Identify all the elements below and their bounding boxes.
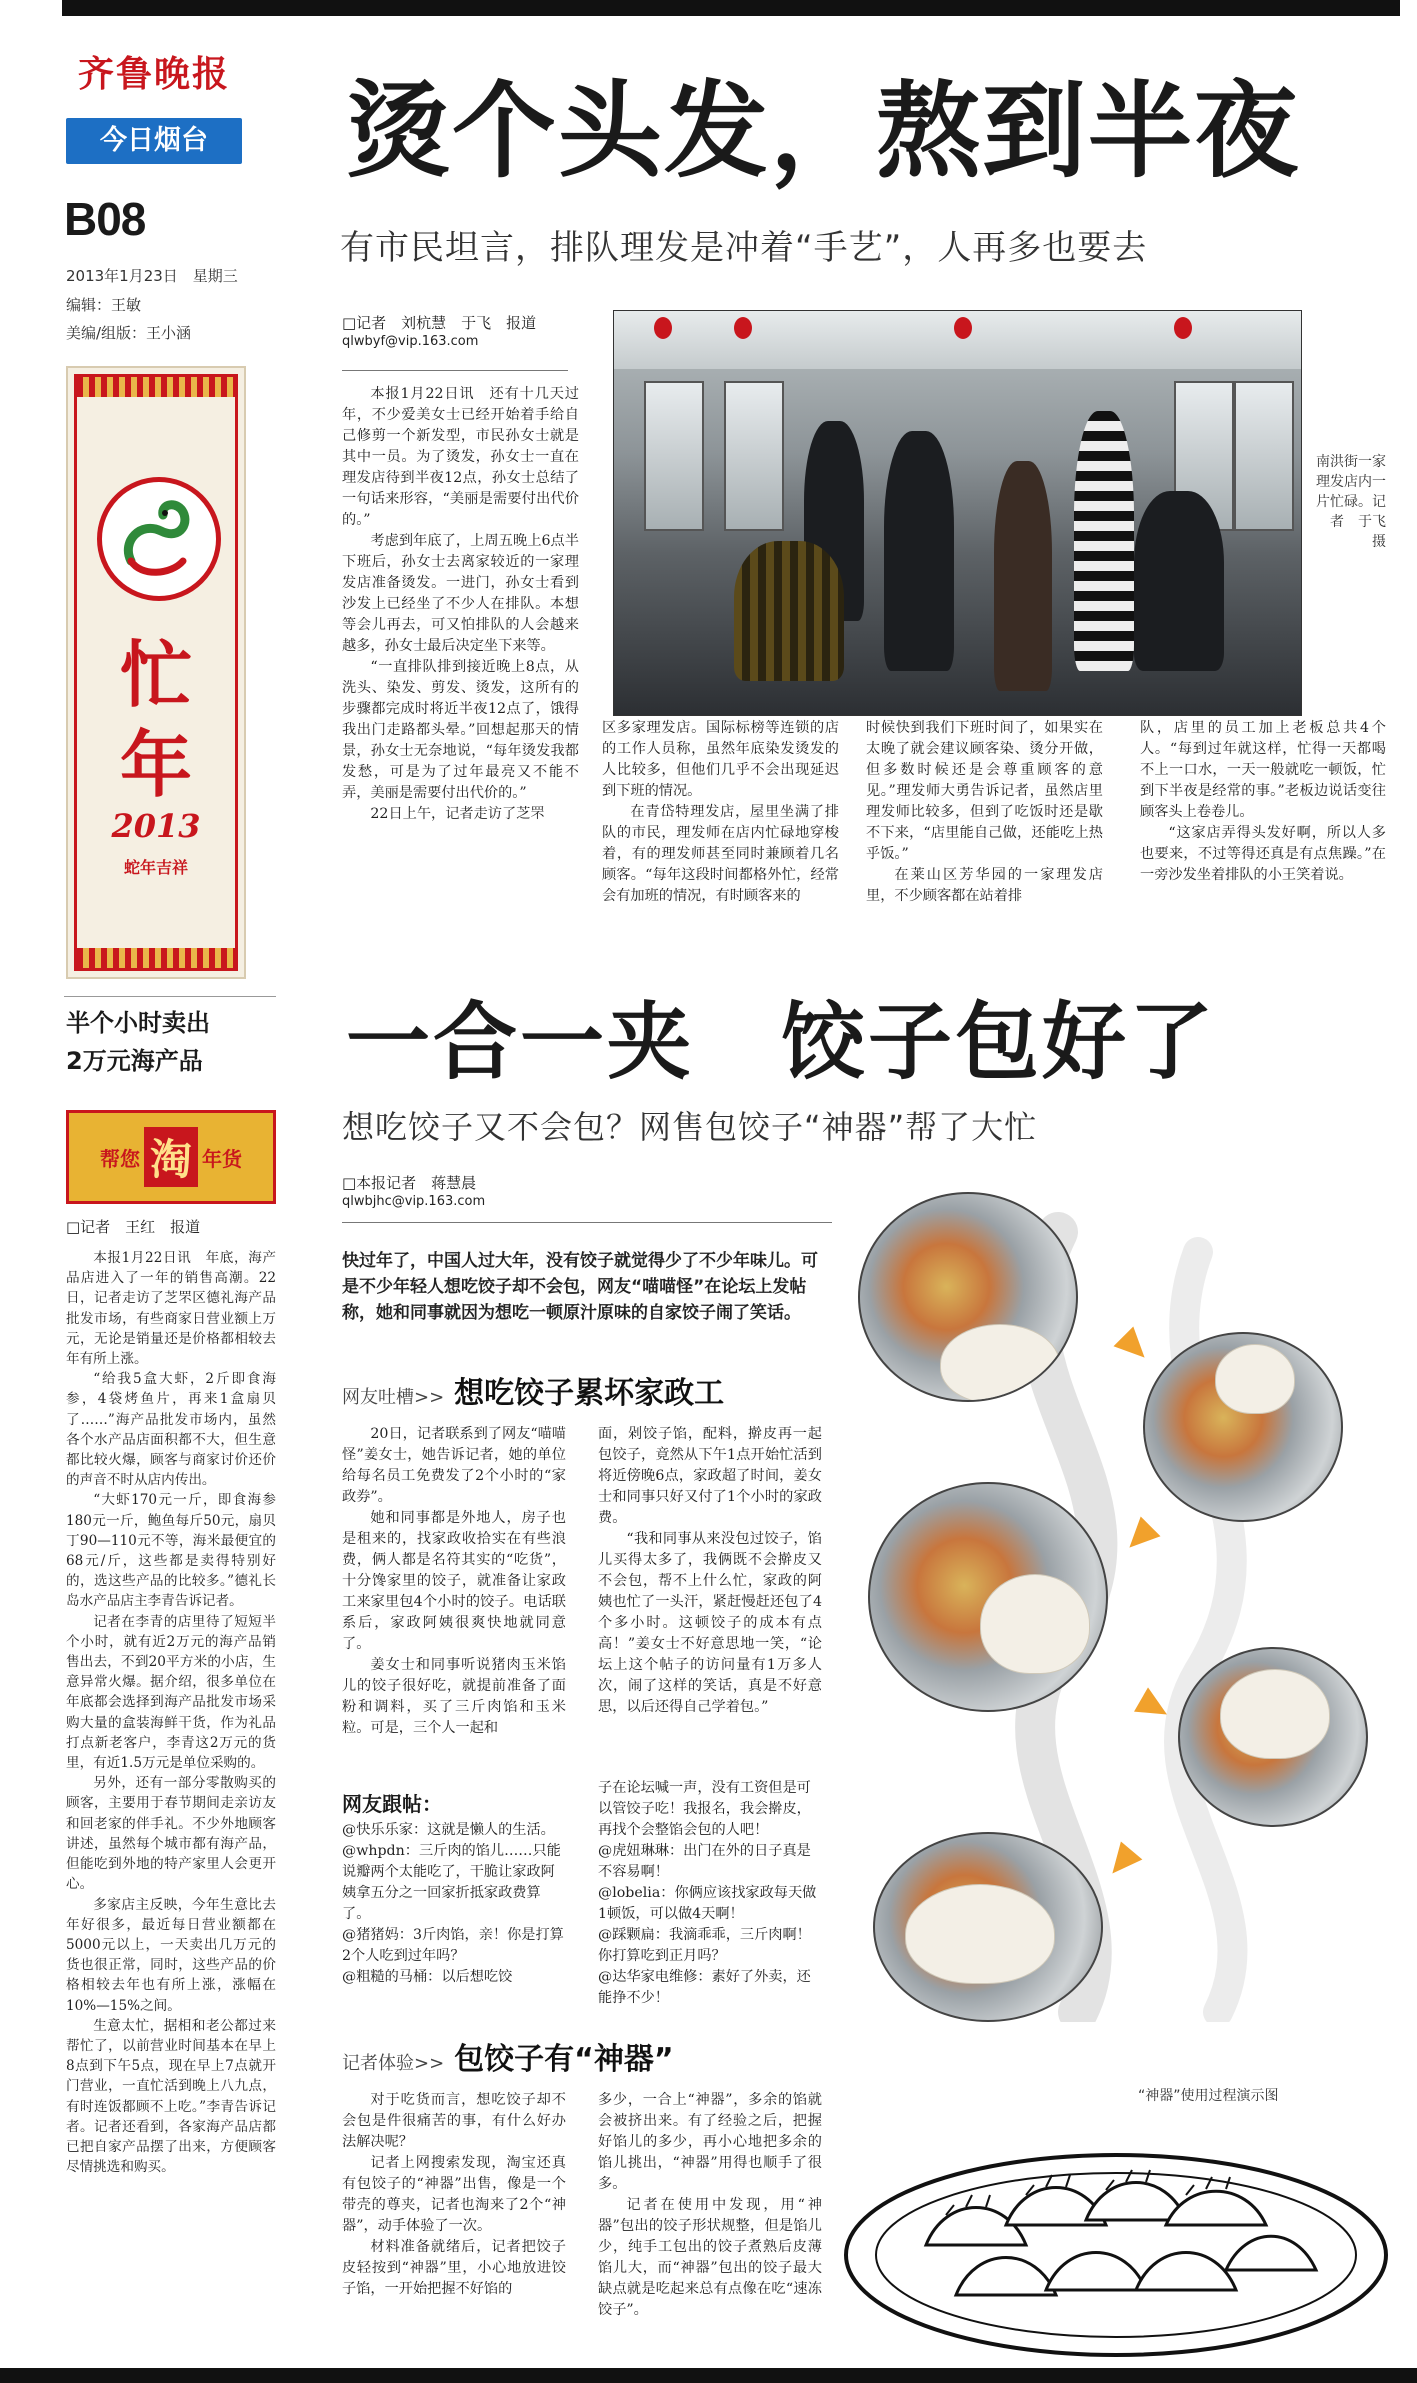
side-byline: □记者 王红 报道 xyxy=(66,1218,201,1236)
paragraph: 20日，记者联系到了网友“喵喵怪”姜女士，她告诉记者，她的单位给每名员工免费发了2个小时的“家政券”。 xyxy=(342,1426,566,1505)
page-number: B08 xyxy=(64,193,146,245)
issue-date: 2013年1月23日 星期三 xyxy=(66,267,238,285)
byline-rule xyxy=(342,370,568,371)
story1-byline: □记者 刘杭慧 于飞 报道 xyxy=(342,314,537,332)
paragraph: “我和同事从来没包过饺子，馅儿买得太多了，我俩既不会擀皮又不会包，帮不上什么忙，家政的阿姨也忙了一头汗，紧赶慢赶还包了4个多小时。这顿饺子的成本有点高！”姜女士不好意思地一笑，“论坛上这个帖子的访问量有1万多人次，闹了这样的笑话，真是不好意思，以后还得自己学着包。” xyxy=(598,1531,822,1715)
paragraph: 时候快到我们下班时间了，如果实在太晚了就会建议顾客染、烫分开做，但多数时候还是会尊重顾客的意见。”理发师大勇告诉记者，虽然店里理发师比较多，但到了吃饭时还是歇不下来，“店里能自己做，还能吃上热乎饭。” xyxy=(866,720,1103,862)
comment: @猪猪妈：3斤肉馅，亲！你是打算2个人吃到过年吗？ xyxy=(342,1927,564,1964)
section-netizen-complaints xyxy=(342,1368,724,1412)
dumpling-tool-photos xyxy=(858,1192,1388,2022)
story2-sec1-col2 xyxy=(598,1424,822,1718)
ad-year: 2013 xyxy=(111,807,201,845)
byline-rule xyxy=(342,1222,832,1223)
step-photo-5 xyxy=(873,1832,1103,2022)
snake-icon xyxy=(111,491,207,587)
editor-credit: 编辑：王敏 xyxy=(66,296,142,314)
comment: 子在论坛喊一声，没有工资但是可以管饺子吃！我报名，我会擀皮，再找个会整馅会包的人吧！ xyxy=(598,1780,811,1838)
paragraph: 在青岱特理发店，屋里坐满了排队的市民，理发师在店内忙碌地穿梭着，有的理发师甚至同时兼顾着几名顾客。“每年这段时间都格外忙，经常会有加班的情况，有时顾客来的 xyxy=(602,804,839,904)
paragraph: “给我5盒大虾，2斤即食海参，4袋烤鱼片，再来1盒扇贝了……”海产品批发市场内，虽然各个水产品店面积都不大，但生意都比较火爆，顾客与商家讨价还价的声音不时从店内传出。 xyxy=(66,1371,276,1489)
designer-credit: 美编/组版：王小涵 xyxy=(66,324,192,342)
ad-pattern-top xyxy=(77,377,235,397)
comment: @lobelia：你俩应该找家政每天做1顿饭，可以做4天啊！ xyxy=(598,1885,817,1922)
paragraph: 本报1月22日讯 还有十几天过年，不少爱美女士已经开始着手给自己修剪一个新发型，市民孙女士就是其中一员。为了烫发，孙女士一直在理发店待到半夜12点，孙女士总结了一句话来形容，“美丽是需要付出代价的。” xyxy=(342,386,579,528)
paragraph: “这家店弄得头发好啊，所以人多也要来，不过等得还真是有点焦躁。”在一旁沙发坐着排队的小王笑着说。 xyxy=(1140,825,1386,883)
shopping-banner xyxy=(66,1110,276,1204)
story1-col1 xyxy=(342,384,579,825)
paragraph: 区多家理发店。国际标榜等连锁的店的工作人员称，虽然年底染发烫发的人比较多，但他们几乎不会出现延迟到下班的情况。 xyxy=(602,720,839,799)
comment: @whpdn：三斤肉的馅儿……只能说瓣两个太能吃了，干脆让家政阿姨拿五分之一回家折抵家政费算了。 xyxy=(342,1843,561,1922)
step-photo-4 xyxy=(1178,1647,1368,1827)
side-headline-line1: 半个小时卖出 xyxy=(66,1009,210,1037)
dumpling-tool-caption: “神器”使用过程演示图 xyxy=(1138,2088,1279,2104)
section-reporter-experience xyxy=(342,2034,674,2078)
side-story-body xyxy=(66,1248,276,2177)
banner-text-tao: 淘 xyxy=(144,1127,198,1187)
paragraph: “一直排队排到接近晚上8点，从洗头、染发、剪发、烫发，这所有的步骤都完成时将近半夜12点了，饿得我出门走路都头晕。”回想起那天的情景，孙女士无奈地说，“每年烫发我都发愁，可是为了过年最亮又不能不弄，美丽是需要付出代价的。” xyxy=(342,659,579,801)
ad-pattern-bottom xyxy=(77,948,235,968)
side-headline-line2: 2万元海产品 xyxy=(66,1047,203,1075)
netizen-comments-col2 xyxy=(598,1778,822,2009)
dumpling-plate-sketch xyxy=(836,2095,1396,2375)
story1-email: qlwbyf@vip.163.com xyxy=(342,334,479,349)
paragraph: 多家店主反映，今年生意比去年好很多，最近每日营业额都在5000元以上，一天卖出几万元的货也很正常，同时，这些产品的价格相较去年也有所上涨，涨幅在10%—15%之间。 xyxy=(66,1896,276,2014)
ad-tagline: 蛇年吉祥 xyxy=(123,858,188,877)
comment: @虎妞琳琳：出门在外的日子真是不容易啊！ xyxy=(598,1843,811,1880)
salon-photo-caption: 南洪街一家理发店内一片忙碌。记者 于飞 摄 xyxy=(1316,454,1400,550)
story1-col4 xyxy=(1140,718,1386,886)
paragraph: 多少，一合上“神器”，多余的馅就会被挤出来。有了经验之后，把握好馅儿的多少，再小心地把多余的馅儿挑出，“神器”用得也顺手了很多。 xyxy=(598,2092,822,2192)
section-title: 想吃饺子累坏家政工 xyxy=(454,1376,725,1411)
comment: @粗糙的马桶：以后想吃饺 xyxy=(342,1969,513,1985)
section-tag: 今日烟台 xyxy=(66,118,242,164)
story1-col2 xyxy=(602,718,839,907)
story2-headline: 一合一夹 饺子包好了 xyxy=(346,993,1217,1091)
section-label: 记者体验>> xyxy=(342,2053,445,2074)
top-rule xyxy=(62,0,1400,16)
paragraph: 材料准备就绪后，记者把饺子皮轻按到“神器”里，小心地放进饺子馅，一开始把握不好馅的 xyxy=(342,2239,566,2297)
paragraph: 本报1月22日讯 年底，海产品店进入了一年的销售高潮。22日，记者走访了芝罘区德礼海产品批发市场，有些商家日营业额上万元，无论是销量还是价格都相较去年有所上涨。 xyxy=(66,1250,276,1368)
paragraph: “大虾170元一斤，即食海参180元一斤，鲍鱼每斤50元，扇贝丁90—110元不等，海米最便宜的68元/斤，这些都是卖得特别好的，选这些产品的比较多。”德礼长岛水产品店主李青告诉记者。 xyxy=(66,1492,276,1610)
sidebar-divider xyxy=(64,996,276,997)
paragraph: 记者在李青的店里待了短短半个小时，就有近2万元的海产品销售出去，不到20平方米的小店，生意异常火爆。据介绍，很多单位在年底都会选择到海产品批发市场采购大量的盒装海鲜干货，作为礼品打点新老客户，李青这2万元的货里，有近1.5万元是单位采购的。 xyxy=(66,1613,276,1772)
story2-lede: 快过年了，中国人过大年，没有饺子就觉得少了不少年味儿。可是不少年轻人想吃饺子却不会包，网友“喵喵怪”在论坛上发帖称，她和同事就因为想吃一顿原汁原味的自家饺子闹了笑话。 xyxy=(342,1251,818,1323)
ad-frame xyxy=(74,374,238,971)
paragraph: 姜女士和同事听说猪肉玉米馅儿的饺子很好吃，就提前准备了面粉和调料，买了三斤肉馅和玉米粒。可是，三个人一起和 xyxy=(342,1657,566,1736)
story1-col3 xyxy=(866,718,1103,907)
paragraph: 另外，还有一部分零散购买的顾客，主要用于春节期间走亲访友和回老家的伴手礼。不少外地顾客讲述，虽然每个城市都有海产品，但能吃到外地的特产家里人会更开心。 xyxy=(66,1775,276,1893)
paragraph: 考虑到年底了，上周五晚上6点半下班后，孙女士去离家较近的一家理发店准备烫发。一进门，孙女士看到沙发上已经坐了不少人在排队。本想等会儿再去，可又怕排队的人会越来越多，孙女士最后决定坐下来等。 xyxy=(342,533,579,654)
story1-headline: 烫个头发，熬到半夜 xyxy=(346,70,1301,192)
netizen-replies-label: 网友跟帖： xyxy=(342,1792,442,1816)
ad-char-year: 年 xyxy=(119,722,192,807)
story1-subheadline: 有市民坦言，排队理发是冲着“手艺”，人再多也要去 xyxy=(340,228,1148,268)
netizen-comments-col1 xyxy=(342,1820,566,1988)
paragraph: 记者在使用中发现，用“神器”包出的饺子形状规整，但是馅儿少，纯手工包出的饺子煮熟后皮薄馅儿大，而“神器”包出的饺子最大缺点就是吃起来总有点像在吃“速冻饺子”。 xyxy=(598,2197,822,2318)
story2-subheadline: 想吃饺子又不会包？网售包饺子“神器”帮了大忙 xyxy=(342,1108,1038,1146)
paragraph: 生意太忙，据相和老公都过来帮忙了，以前营业时间基本在早上8点到下午5点，现在早上7点就开门营业，一直忙活到晚上八九点，有时连饭都顾不上吃。”李青告诉记者。记者还看到，各家海产品店都已把自家产品摆了出来，方便顾客尽情挑选和购买。 xyxy=(66,2017,276,2176)
comment: @踩颗扁：我滴乖乖，三斤肉啊！你打算吃到正月吗？ xyxy=(598,1927,811,1964)
snake-medallion xyxy=(97,477,221,601)
comment: @达华家电维修：素好了外卖，还能挣不少！ xyxy=(598,1969,811,2006)
section-label: 网友吐槽>> xyxy=(342,1387,445,1408)
newspaper-logo: 齐鲁晚报 xyxy=(78,53,231,95)
paragraph: 面，剁饺子馅，配料，擀皮再一起包饺子，竟然从下午1点开始忙活到将近傍晚6点，家政超了时间，姜女士和同事只好又付了1个小时的家政费。 xyxy=(598,1426,822,1526)
section-title: 包饺子有“神器” xyxy=(454,2042,674,2077)
step-photo-2 xyxy=(1143,1332,1343,1522)
banner-text-help: 帮您 xyxy=(99,1146,140,1171)
paragraph: 记者上网搜索发现，淘宝还真有包饺子的“神器”出售，像是一个带壳的尊夹，记者也淘来了2个“神器”，动手体验了一次。 xyxy=(342,2155,566,2234)
salon-photo xyxy=(613,310,1302,716)
step-photo-3 xyxy=(868,1482,1108,1712)
new-year-ad xyxy=(66,366,246,979)
story2-byline: □本报记者 蒋慧晨 xyxy=(342,1174,477,1192)
story2-sec2-col1 xyxy=(342,2090,566,2300)
story2-sec1-col1 xyxy=(342,1424,566,1739)
step-photo-1 xyxy=(858,1192,1078,1402)
story2-email: qlwbjhc@vip.163.com xyxy=(342,1194,486,1209)
banner-text-goods: 年货 xyxy=(202,1146,242,1171)
comment: @快乐乐家：这就是懒人的生活。 xyxy=(342,1822,555,1838)
ad-char-busy: 忙 xyxy=(119,632,192,717)
paragraph: 队，店里的员工加上老板总共4个人。“每到过年就这样，忙得一天都喝不上一口水，一天一般就吃一顿饭，忙到下半夜是经常的事。”老板边说话变往顾客头上卷卷儿。 xyxy=(1140,720,1386,820)
paragraph: 在莱山区芳华园的一家理发店里，不少顾客都在站着排 xyxy=(866,867,1103,904)
paragraph: 22日上午，记者走访了芝罘 xyxy=(370,806,545,822)
paragraph: 她和同事都是外地人，房子也是租来的，找家政收拾实在有些浪费，俩人都是名符其实的“吃货”，十分馋家里的饺子，就准备让家政工来家里包4个小时的饺子。电话联系后，家政阿姨很爽快地就同意了。 xyxy=(342,1510,566,1652)
story2-sec2-col2 xyxy=(598,2090,822,2321)
paragraph: 对于吃货而言，想吃饺子却不会包是件很痛苦的事，有什么好办法解决呢？ xyxy=(342,2092,566,2150)
